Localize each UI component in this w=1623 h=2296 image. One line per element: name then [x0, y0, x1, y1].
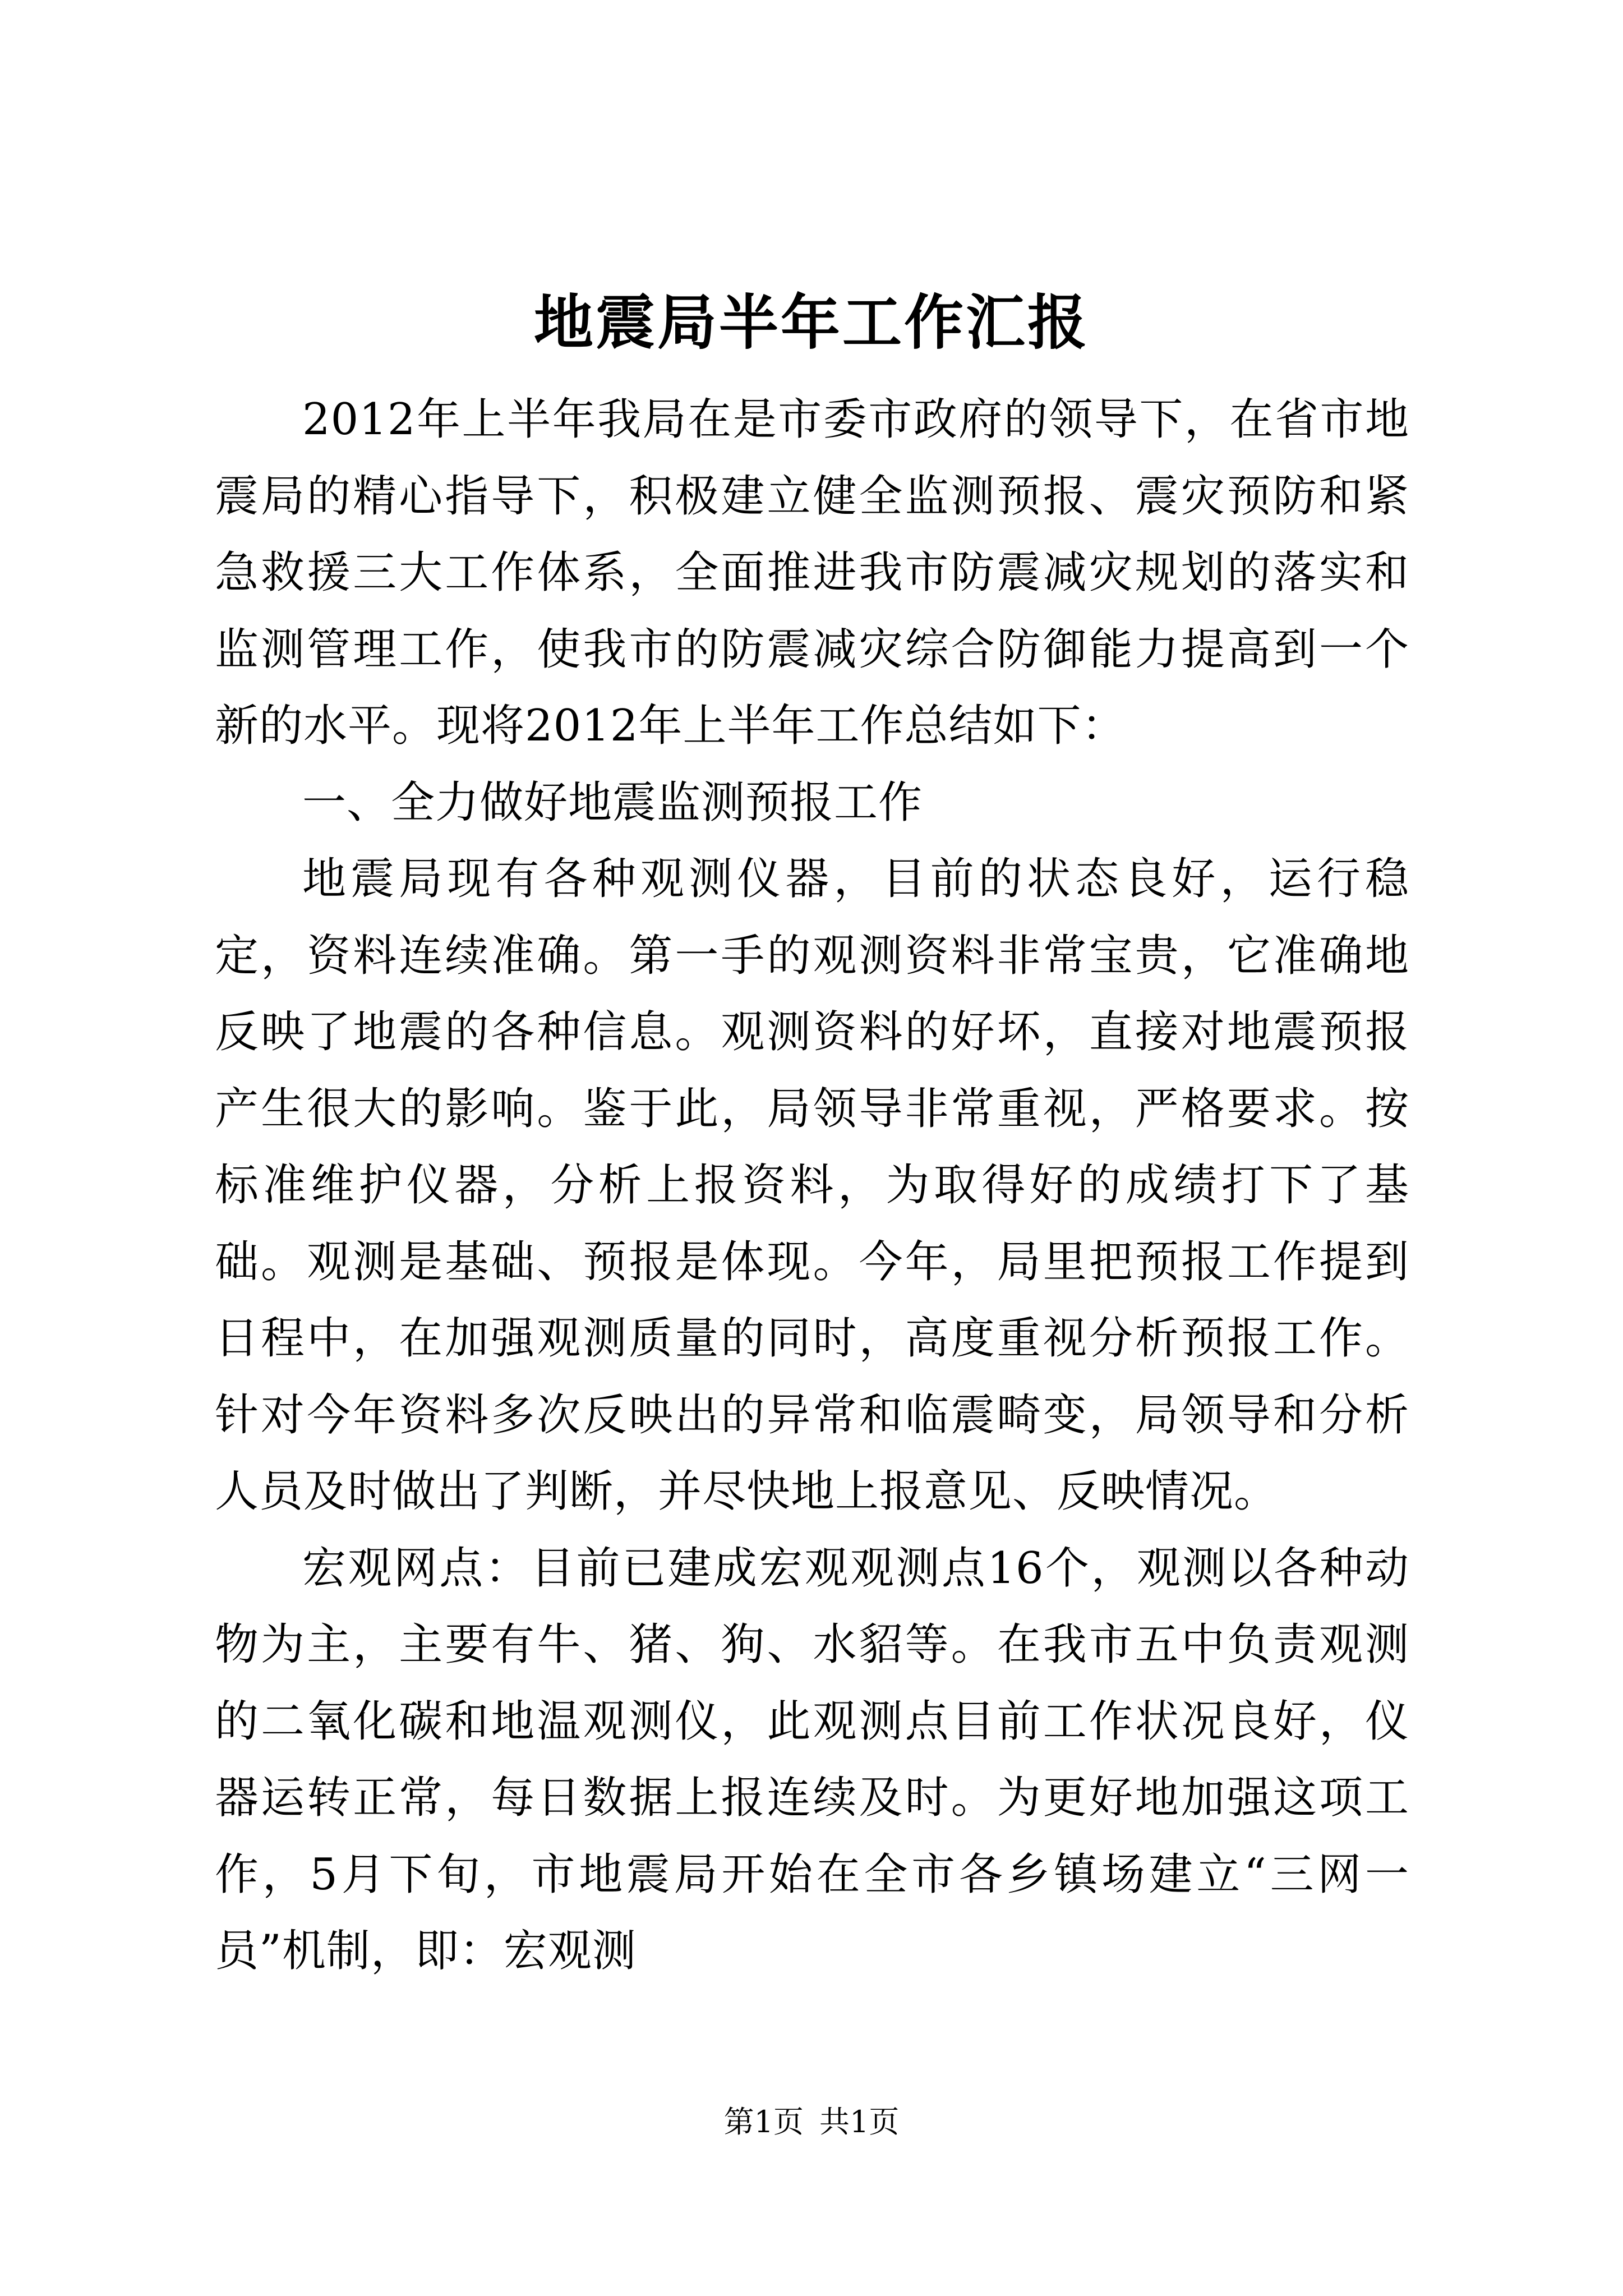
page-number: 第1页	[723, 2104, 804, 2139]
page-total: 共1页	[819, 2104, 900, 2139]
page-footer	[0, 2102, 1623, 2142]
paragraph-macro-network: 宏观网点：目前已建成宏观观测点16个，观测以各种动物为主，主要有牛、猪、狗、水貂等。在我市五中负责观测的二氧化碳和地温观测仪，此观测点目前工作状况良好，仪器运转正常，每日数据上报连续及时。为更好地加强这项工作，5月下旬，市地震局开始在全市各乡镇场建立“三网一员”机制，即：宏观测	[215, 1543, 1409, 1976]
paragraph-intro: 2012年上半年我局在是市委市政府的领导下，在省市地震局的精心指导下，积极建立健全监测预报、震灾预防和紧急救援三大工作体系，全面推进我市防震减灾规划的落实和监测管理工作，使我市的防震减灾综合防御能力提高到一个新的水平。现将2012年上半年工作总结如下：	[215, 394, 1409, 751]
document-title: 地震局半年工作汇报	[534, 287, 1089, 357]
document-body	[215, 381, 1409, 1990]
paragraph-monitoring: 地震局现有各种观测仪器，目前的状态良好，运行稳定，资料连续准确。第一手的观测资料非常宝贵，它准确地反映了地震的各种信息。观测资料的好坏，直接对地震预报产生很大的影响。鉴于此，局领导非常重视，严格要求。按标准维护仪器，分析上报资料，为取得好的成绩打下了基础。观测是基础、预报是体现。今年，局里把预报工作提到日程中，在加强观测质量的同时，高度重视分析预报工作。针对今年资料多次反映出的异常和临震畸变，局领导和分析人员及时做出了判断，并尽快地上报意见、反映情况。	[215, 854, 1409, 1517]
section-heading: 一、全力做好地震监测预报工作	[302, 777, 923, 828]
